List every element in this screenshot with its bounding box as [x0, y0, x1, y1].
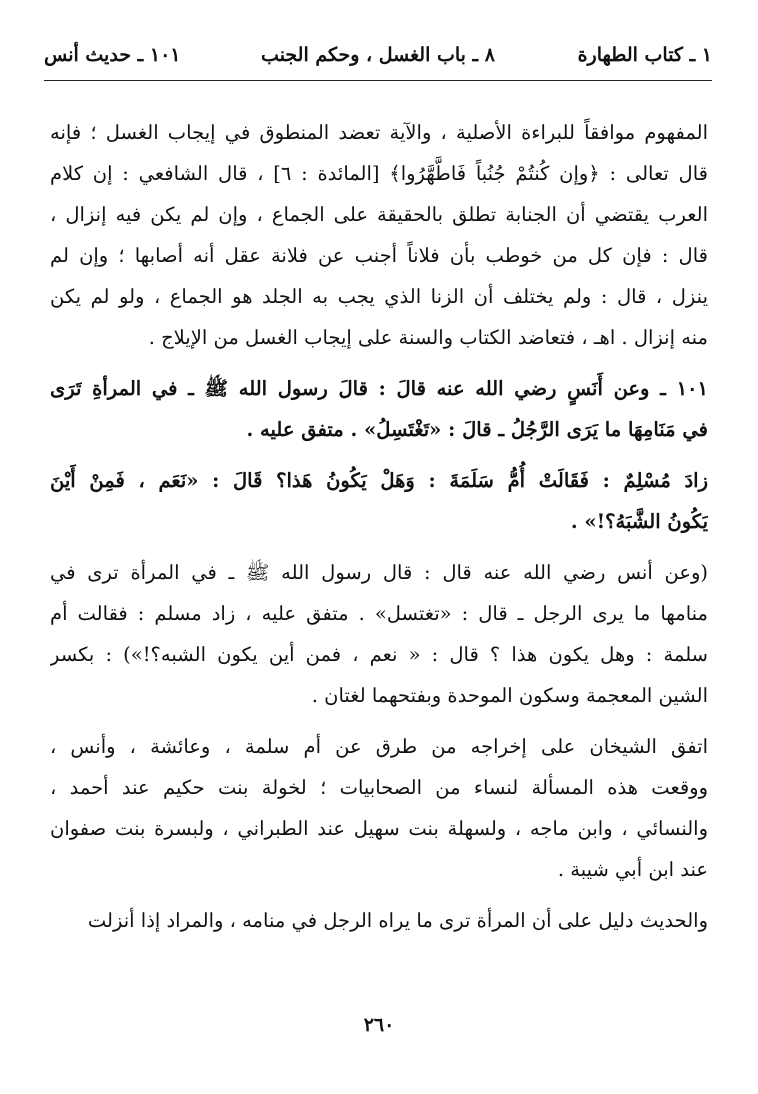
text-line: المفهوم موافقاً للبراءة الأصلية ، والآية تعضد المنطوق في إيجاب الغسل ؛ فإنه: [50, 121, 708, 144]
paragraph: [50, 368, 708, 450]
header-book-title: ١ ـ كتاب الطهارة: [577, 44, 712, 66]
text-line: يَكُونُ الشَّبَهُ؟!» .: [570, 510, 708, 533]
text-line: منه إنزال . اهـ ، فتعاضد الكتاب والسنة على إيجاب الغسل من الإيلاج .: [148, 326, 708, 349]
paragraph: [50, 900, 708, 941]
text-line: الشين المعجمة وسكون الموحدة وبفتحهما لغتان .: [311, 684, 708, 707]
text-line: عند ابن أبي شيبة .: [557, 858, 708, 881]
text-line: قال : فإن كل من خوطب بأن فلاناً أجنب عن فلانة عقل أنه أصابها ؛ وإن لم: [50, 244, 708, 267]
paragraph: [50, 726, 708, 890]
text-line: قال تعالى : ﴿وإن كُنتُمْ جُنُباً فَاطَّهَّرُوا﴾ [المائدة : ٦] ، قال الشافعي : إن كلام: [50, 162, 708, 185]
text-line: اتفق الشيخان على إخراجه من طرق عن أم سلمة ، وعائشة ، وأنس ،: [50, 735, 708, 758]
text-line: زادَ مُسْلِمٌ : فَقَالَتْ أُمُّ سَلَمَةَ : وَهَلْ يَكُونُ هَذا؟ قَالَ : «نَعَم ، فَمِنْ أَيْنَ: [50, 469, 708, 492]
paragraph: [50, 112, 708, 358]
text-line: والحديث دليل على أن المرأة ترى ما يراه الرجل في منامه ، والمراد إذا أنزلت: [87, 909, 708, 932]
paragraph-gap: [50, 716, 708, 726]
header-chapter-title: ٨ ـ باب الغسل ، وحكم الجنب: [261, 44, 495, 66]
text-line: والنسائي ، وابن ماجه ، ولسهلة بنت سهيل عند الطبراني ، ولبسرة بنت صفوان: [50, 817, 708, 840]
text-line: في مَنَامِهَا ما يَرَى الرَّجُلُ ـ قالَ : «تَغْتَسِلُ» . متفق عليه .: [246, 418, 708, 441]
text-line: العرب يقتضي أن الجنابة تطلق بالحقيقة على الجماع ، وإن لم يكن فيه إنزال ،: [50, 203, 708, 226]
main-text: [50, 112, 708, 941]
paragraph-gap: [50, 450, 708, 460]
text-line: ١٠١ ـ وعن أَنَسٍ رضي الله عنه قالَ : قالَ رسول الله ﷺ ـ في المرأةِ تَرَى: [50, 377, 708, 400]
text-line: منامها ما يرى الرجل ـ قال : «تغتسل» . متفق عليه ، زاد مسلم : فقالت أم: [50, 602, 708, 625]
paragraph: [50, 552, 708, 716]
paragraph: [50, 460, 708, 542]
text-line: سلمة : وهل يكون هذا ؟ قال : « نعم ، فمن أين يكون الشبه؟!») : بكسر: [50, 643, 708, 666]
text-line: (وعن أنس رضي الله عنه قال : قال رسول الله ﷺ ـ في المرأة ترى في: [50, 561, 708, 584]
header-hadith-title: ١٠١ ـ حديث أنس: [44, 44, 181, 66]
text-line: ينزل ، قال : ولم يختلف أن الزنا الذي يجب به الجلد هو الجماع ، ولو لم يكن: [50, 285, 708, 308]
paragraph-gap: [50, 542, 708, 552]
running-header: [44, 40, 712, 81]
paragraph-gap: [50, 358, 708, 368]
page-number: ٢٦٠: [363, 1014, 395, 1036]
paragraph-gap: [50, 890, 708, 900]
text-line: ووقعت هذه المسألة لنساء من الصحابيات ؛ لخولة بنت حكيم عند أحمد ،: [50, 776, 708, 799]
